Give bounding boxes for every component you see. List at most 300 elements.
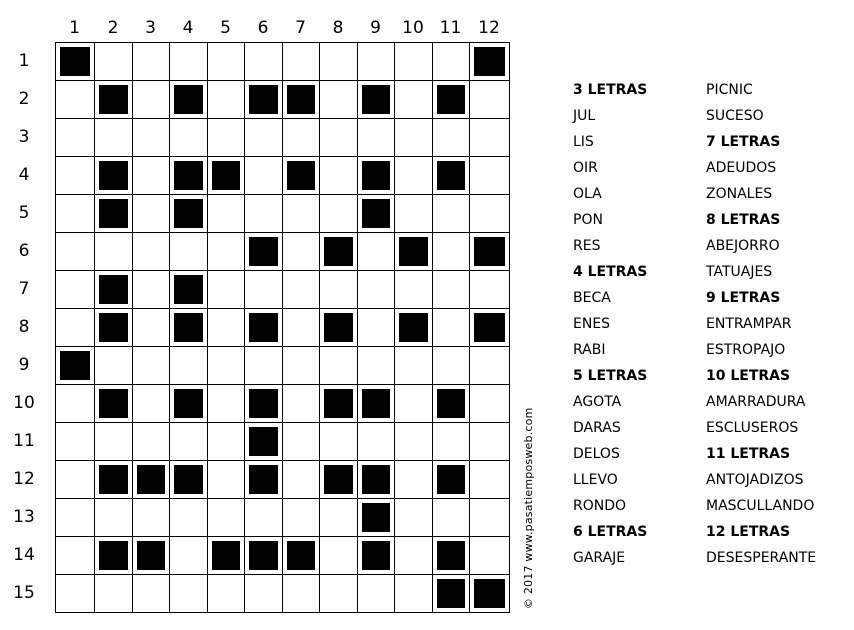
black-square [132, 460, 170, 499]
grid-cell[interactable] [244, 42, 283, 81]
black-square [282, 80, 320, 119]
grid-cell[interactable] [394, 42, 433, 81]
grid-cell[interactable] [244, 346, 283, 385]
black-square [357, 536, 395, 575]
black-square-fill [174, 199, 203, 228]
grid-cell[interactable] [319, 156, 358, 195]
grid-cell[interactable] [394, 422, 433, 461]
black-square-fill [399, 237, 428, 266]
grid-cell[interactable] [282, 384, 320, 423]
row-number: 7 [18, 279, 30, 299]
word-entry: SUCESO [706, 108, 764, 124]
black-square-fill [174, 389, 203, 418]
grid-cell[interactable] [394, 270, 433, 309]
black-square-fill [474, 313, 505, 342]
black-square-fill [287, 85, 315, 114]
grid-cell[interactable] [244, 194, 283, 233]
grid-cell[interactable] [207, 80, 245, 119]
grid-cell[interactable] [94, 346, 133, 385]
grid-cell[interactable] [357, 346, 395, 385]
grid-cell[interactable] [432, 498, 470, 537]
grid-cell[interactable] [469, 156, 510, 195]
black-square-fill [174, 313, 203, 342]
black-square-fill [99, 161, 128, 190]
grid-cell[interactable] [55, 308, 95, 347]
grid-cell[interactable] [357, 574, 395, 613]
black-square-fill [437, 579, 465, 608]
black-square [469, 308, 510, 347]
grid-cell[interactable] [357, 422, 395, 461]
word-entry: OIR [573, 160, 598, 176]
word-length-header: 4 LETRAS [573, 264, 648, 280]
black-square [94, 308, 133, 347]
black-square [94, 384, 133, 423]
grid-cell[interactable] [432, 232, 470, 271]
black-square-fill [362, 541, 390, 570]
black-square [432, 384, 470, 423]
black-square [394, 308, 433, 347]
word-entry: ABEJORRO [706, 238, 780, 254]
black-square-fill [474, 237, 505, 266]
black-square [244, 80, 283, 119]
grid-cell[interactable] [207, 346, 245, 385]
black-square [319, 232, 358, 271]
black-square-fill [99, 313, 128, 342]
grid-cell[interactable] [469, 80, 510, 119]
black-square-fill [212, 541, 240, 570]
grid-cell[interactable] [207, 384, 245, 423]
grid-cell[interactable] [55, 536, 95, 575]
row-number: 11 [13, 431, 35, 451]
grid-cell[interactable] [469, 118, 510, 157]
word-list-left [573, 81, 647, 575]
word-length-header: 6 LETRAS [573, 524, 648, 540]
grid-cell[interactable] [55, 232, 95, 271]
grid-cell[interactable] [394, 346, 433, 385]
grid-cell[interactable] [357, 232, 395, 271]
grid-cell[interactable] [282, 460, 320, 499]
grid-cell[interactable] [394, 80, 433, 119]
word-entry: MASCULLANDO [706, 498, 815, 514]
black-square [207, 156, 245, 195]
grid-cell[interactable] [432, 270, 470, 309]
grid-cell[interactable] [319, 270, 358, 309]
black-square-fill [287, 161, 315, 190]
word-entry: RONDO [573, 498, 627, 514]
black-square [357, 194, 395, 233]
grid-cell[interactable] [207, 232, 245, 271]
grid-cell[interactable] [394, 194, 433, 233]
word-length-header: 9 LETRAS [706, 290, 781, 306]
black-square [357, 460, 395, 499]
word-entry: TATUAJES [706, 264, 773, 280]
row-number: 6 [18, 241, 30, 261]
column-number: 2 [107, 18, 119, 38]
black-square [55, 42, 95, 81]
crossword-grid [55, 42, 509, 610]
black-square-fill [99, 85, 128, 114]
black-square-fill [249, 313, 278, 342]
row-number: 2 [18, 89, 30, 109]
grid-cell[interactable] [94, 422, 133, 461]
black-square [432, 80, 470, 119]
column-number: 10 [402, 18, 424, 38]
grid-cell[interactable] [207, 42, 245, 81]
word-entry: DELOS [573, 446, 620, 462]
grid-cell[interactable] [432, 42, 470, 81]
grid-cell[interactable] [469, 270, 510, 309]
black-square-fill [362, 161, 390, 190]
grid-cell[interactable] [132, 194, 170, 233]
row-number: 3 [18, 127, 30, 147]
black-square [432, 574, 470, 613]
black-square [94, 460, 133, 499]
row-number: 10 [13, 393, 35, 413]
black-square [244, 308, 283, 347]
black-square [469, 42, 510, 81]
black-square [319, 308, 358, 347]
grid-cell[interactable] [282, 270, 320, 309]
grid-cell[interactable] [357, 270, 395, 309]
black-square [357, 384, 395, 423]
column-number: 5 [220, 18, 231, 38]
black-square-fill [174, 465, 203, 494]
word-entry: ESTROPAJO [706, 342, 786, 358]
row-number: 5 [18, 203, 30, 223]
grid-cell[interactable] [394, 498, 433, 537]
black-square-fill [137, 541, 165, 570]
grid-cell[interactable] [207, 422, 245, 461]
row-number: 9 [18, 355, 30, 375]
black-square [55, 346, 95, 385]
grid-cell[interactable] [282, 308, 320, 347]
grid-cell[interactable] [132, 156, 170, 195]
black-square [169, 194, 208, 233]
grid-cell[interactable] [132, 270, 170, 309]
grid-cell[interactable] [169, 574, 208, 613]
column-number: 6 [257, 18, 269, 38]
grid-cell[interactable] [394, 574, 433, 613]
grid-cell[interactable] [319, 498, 358, 537]
grid-cell[interactable] [207, 460, 245, 499]
grid-cell[interactable] [282, 422, 320, 461]
black-square [319, 460, 358, 499]
grid-cell[interactable] [319, 422, 358, 461]
word-length-header: 3 LETRAS [573, 82, 648, 98]
black-square-fill [362, 85, 390, 114]
black-square [432, 156, 470, 195]
grid-cell[interactable] [469, 194, 510, 233]
grid-cell[interactable] [282, 42, 320, 81]
grid-cell[interactable] [319, 346, 358, 385]
word-entry: DESESPERANTE [706, 550, 817, 566]
black-square-fill [249, 541, 278, 570]
grid-cell[interactable] [469, 422, 510, 461]
grid-cell[interactable] [169, 346, 208, 385]
grid-cell[interactable] [207, 498, 245, 537]
grid-cell[interactable] [394, 156, 433, 195]
grid-cell[interactable] [394, 536, 433, 575]
grid-cell[interactable] [55, 460, 95, 499]
word-list-right [706, 81, 816, 575]
black-square-fill [287, 541, 315, 570]
black-square [432, 536, 470, 575]
black-square [319, 384, 358, 423]
grid-cell[interactable] [169, 118, 208, 157]
grid-cell[interactable] [244, 574, 283, 613]
black-square-fill [249, 465, 278, 494]
grid-cell[interactable] [169, 232, 208, 271]
row-number: 8 [18, 317, 30, 337]
word-entry: RES [573, 238, 601, 254]
grid-cell[interactable] [55, 270, 95, 309]
word-entry: ADEUDOS [706, 160, 777, 176]
word-entry: JUL [573, 108, 596, 124]
black-square-fill [474, 47, 505, 76]
grid-cell[interactable] [282, 118, 320, 157]
black-square [169, 384, 208, 423]
black-square-fill [324, 313, 353, 342]
grid-cell[interactable] [469, 460, 510, 499]
grid-cell[interactable] [55, 498, 95, 537]
grid-cell[interactable] [244, 498, 283, 537]
black-square [469, 574, 510, 613]
row-number: 14 [13, 545, 35, 565]
black-square [169, 308, 208, 347]
column-number: 4 [182, 18, 194, 38]
grid-cell[interactable] [94, 232, 133, 271]
word-entry: PON [573, 212, 603, 228]
word-entry: RABI [573, 342, 606, 358]
black-square [244, 232, 283, 271]
grid-cell[interactable] [432, 308, 470, 347]
word-length-header: 8 LETRAS [706, 212, 781, 228]
grid-cell[interactable] [169, 42, 208, 81]
black-square-fill [99, 275, 128, 304]
grid-cell[interactable] [132, 118, 170, 157]
row-number: 12 [13, 469, 35, 489]
black-square-fill [174, 85, 203, 114]
black-square [432, 460, 470, 499]
black-square-fill [437, 85, 465, 114]
word-length-header: 11 LETRAS [706, 446, 791, 462]
black-square-fill [99, 541, 128, 570]
row-number: 1 [18, 51, 30, 71]
black-square-fill [362, 465, 390, 494]
column-number: 9 [370, 18, 381, 38]
word-entry: AGOTA [573, 394, 622, 410]
column-number: 11 [439, 18, 462, 38]
black-square-fill [362, 503, 390, 532]
black-square-fill [60, 351, 90, 380]
grid-cell[interactable] [357, 118, 395, 157]
grid-cell[interactable] [282, 574, 320, 613]
black-square-fill [174, 161, 203, 190]
grid-cell[interactable] [469, 536, 510, 575]
black-square-fill [99, 199, 128, 228]
grid-cell[interactable] [319, 536, 358, 575]
grid-cell[interactable] [319, 80, 358, 119]
row-number: 15 [13, 583, 35, 603]
grid-cell[interactable] [55, 422, 95, 461]
black-square-fill [249, 427, 278, 456]
black-square-fill [437, 541, 465, 570]
black-square [94, 536, 133, 575]
grid-cell[interactable] [132, 308, 170, 347]
grid-cell[interactable] [319, 194, 358, 233]
black-square [244, 536, 283, 575]
word-entry: OLA [573, 186, 602, 202]
word-entry: LLEVO [573, 472, 618, 488]
grid-cell[interactable] [469, 384, 510, 423]
black-square-fill [249, 237, 278, 266]
grid-cell[interactable] [207, 194, 245, 233]
column-number: 1 [69, 18, 80, 38]
black-square-fill [137, 465, 165, 494]
grid-cell[interactable] [244, 118, 283, 157]
grid-cell[interactable] [244, 156, 283, 195]
black-square-fill [324, 237, 353, 266]
grid-cell[interactable] [132, 42, 170, 81]
word-length-header: 12 LETRAS [706, 524, 791, 540]
black-square [94, 194, 133, 233]
grid-cell[interactable] [357, 308, 395, 347]
column-number: 3 [145, 18, 156, 38]
grid-cell[interactable] [207, 574, 245, 613]
grid-cell[interactable] [394, 460, 433, 499]
word-entry: AMARRADURA [706, 394, 806, 410]
word-entry: ANTOJADIZOS [706, 472, 804, 488]
black-square [244, 384, 283, 423]
black-square-fill [249, 389, 278, 418]
black-square [469, 232, 510, 271]
grid-cell[interactable] [207, 118, 245, 157]
grid-cell[interactable] [94, 118, 133, 157]
grid-cell[interactable] [169, 422, 208, 461]
grid-cell[interactable] [55, 80, 95, 119]
grid-cell[interactable] [132, 80, 170, 119]
black-square [207, 536, 245, 575]
row-number: 4 [18, 165, 30, 185]
black-square-fill [437, 465, 465, 494]
grid-cell[interactable] [319, 574, 358, 613]
black-square [94, 80, 133, 119]
word-entry: DARAS [573, 420, 621, 436]
word-entry: GARAJE [573, 550, 626, 566]
grid-cell[interactable] [132, 346, 170, 385]
black-square-fill [362, 199, 390, 228]
black-square-fill [324, 465, 353, 494]
grid-cell[interactable] [282, 346, 320, 385]
black-square-fill [324, 389, 353, 418]
word-length-header: 10 LETRAS [706, 368, 791, 384]
word-entry: ENES [573, 316, 611, 332]
black-square [169, 460, 208, 499]
black-square [357, 80, 395, 119]
grid-cell[interactable] [282, 232, 320, 271]
black-square [94, 270, 133, 309]
grid-cell[interactable] [55, 118, 95, 157]
copyright-credit: © 2017 www.pasatiemposweb.com [522, 407, 535, 609]
grid-cell[interactable] [169, 498, 208, 537]
word-entry: ZONALES [706, 186, 773, 202]
word-length-header: 5 LETRAS [573, 368, 648, 384]
grid-cell[interactable] [55, 384, 95, 423]
black-square [169, 270, 208, 309]
grid-cell[interactable] [94, 498, 133, 537]
black-square [357, 498, 395, 537]
grid-cell[interactable] [207, 270, 245, 309]
column-number: 8 [332, 18, 344, 38]
grid-cell[interactable] [319, 118, 358, 157]
black-square-fill [99, 389, 128, 418]
grid-cell[interactable] [244, 270, 283, 309]
word-entry: ESCLUSEROS [706, 420, 799, 436]
grid-cell[interactable] [282, 194, 320, 233]
grid-cell[interactable] [132, 422, 170, 461]
grid-cell[interactable] [469, 498, 510, 537]
grid-cell[interactable] [55, 156, 95, 195]
black-square-fill [60, 47, 90, 76]
black-square [394, 232, 433, 271]
word-entry: PICNIC [706, 82, 753, 98]
word-entry: LIS [573, 134, 594, 150]
grid-cell[interactable] [394, 384, 433, 423]
grid-cell[interactable] [319, 42, 358, 81]
grid-cell[interactable] [94, 574, 133, 613]
black-square-fill [249, 85, 278, 114]
word-length-header: 7 LETRAS [706, 134, 781, 150]
black-square [132, 536, 170, 575]
grid-cell[interactable] [357, 42, 395, 81]
grid-cell[interactable] [432, 422, 470, 461]
grid-cell[interactable] [55, 574, 95, 613]
black-square [244, 460, 283, 499]
black-square [169, 80, 208, 119]
black-square [282, 536, 320, 575]
black-square-fill [212, 161, 240, 190]
black-square-fill [474, 579, 505, 608]
black-square [357, 156, 395, 195]
black-square-fill [437, 161, 465, 190]
grid-cell[interactable] [55, 194, 95, 233]
black-square-fill [174, 275, 203, 304]
grid-cell[interactable] [132, 232, 170, 271]
black-square-fill [437, 389, 465, 418]
grid-cell[interactable] [207, 308, 245, 347]
black-square-fill [362, 389, 390, 418]
black-square [94, 156, 133, 195]
grid-cell[interactable] [282, 498, 320, 537]
row-number: 13 [13, 507, 35, 527]
grid-cell[interactable] [132, 574, 170, 613]
grid-cell[interactable] [432, 118, 470, 157]
black-square-fill [399, 313, 428, 342]
word-entry: BECA [573, 290, 611, 306]
black-square [282, 156, 320, 195]
grid-cell[interactable] [169, 536, 208, 575]
black-square [169, 156, 208, 195]
grid-cell[interactable] [94, 42, 133, 81]
word-entry: ENTRAMPAR [706, 316, 792, 332]
grid-cell[interactable] [394, 118, 433, 157]
column-number: 12 [478, 18, 500, 38]
grid-cell[interactable] [432, 346, 470, 385]
grid-cell[interactable] [432, 194, 470, 233]
grid-cell[interactable] [469, 346, 510, 385]
grid-cell[interactable] [132, 384, 170, 423]
grid-cell[interactable] [132, 498, 170, 537]
